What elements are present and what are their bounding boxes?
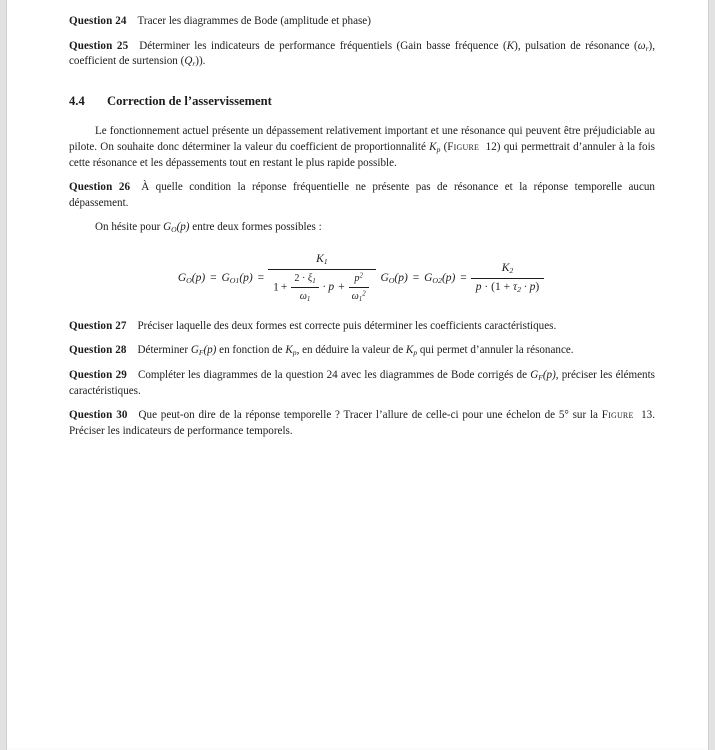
eq2-lhs-arg: (p) — [394, 271, 408, 284]
question-25-text-c: ), coefficient de surtension ( — [69, 39, 655, 68]
intro-paragraph — [69, 124, 655, 171]
symbol-GF-1-subscript: F — [198, 348, 204, 358]
eq2-lhs-sub: O — [388, 275, 395, 285]
eq2-den-p: p — [475, 280, 482, 293]
question-29-text-b: , préciser les éléments caractéristiques. — [69, 368, 655, 397]
question-24-label: Question 24 — [69, 15, 127, 27]
hesite-text-a: On hésite pour — [95, 221, 164, 234]
equation-GO2 — [380, 261, 546, 295]
question-24-text: Tracer les diagrammes de Bode (amplitude et phase) — [137, 15, 371, 27]
eq1-mid-arg: (p) — [239, 271, 253, 284]
section-number: 4.4 — [69, 93, 85, 108]
question-26-text: À quelle condition la réponse fréquentielle ne présente pas de résonance et la réponse temporelle aucun dépassement. — [69, 181, 655, 209]
eq1-num-sub: 1 — [323, 257, 328, 267]
intro-paren-open: ( — [440, 140, 448, 153]
question-26 — [69, 180, 655, 211]
figure-number-12: 12 — [485, 140, 497, 153]
symbol-omega: ω — [637, 39, 646, 52]
symbol-Kp-1-subscript: p — [292, 348, 297, 358]
question-28-text-c: , en déduire la valeur de — [296, 344, 406, 357]
page-edge-right — [708, 0, 709, 750]
eq1-psq-num — [349, 271, 369, 289]
eq1-den-one: 1 — [273, 281, 279, 294]
symbol-K: K — [506, 39, 515, 52]
eq1-damping-dot: · — [301, 272, 306, 284]
question-27-text: Préciser laquelle des deux formes est correcte puis déterminer les coefficients caractéristiques. — [137, 319, 557, 332]
figure-reference-13: Figure — [601, 409, 634, 422]
symbol-Kp-2: K — [405, 344, 414, 357]
section-title: Correction de l’asservissement — [107, 93, 272, 108]
hesite-text-b: entre deux formes possibles : — [189, 221, 322, 234]
section-heading — [69, 94, 655, 110]
symbol-GO-arg: (p) — [176, 221, 190, 234]
eq1-psq-den — [349, 288, 369, 305]
eq1-mid-G: G — [221, 271, 230, 284]
question-28-text-a: Déterminer — [137, 344, 191, 357]
question-30-label: Question 30 — [69, 409, 128, 422]
eq1-lhs-G: G — [177, 271, 187, 284]
document-page — [7, 0, 708, 750]
symbol-Q: Q — [184, 55, 193, 68]
eq1-psq-omega-exp: 2 — [362, 290, 366, 298]
eq2-den-paren-open: (1 + — [491, 280, 511, 293]
symbol-Q-subscript: r — [192, 59, 196, 69]
symbol-Kp: K — [429, 140, 437, 153]
figure-reference-12: Figure — [447, 140, 480, 153]
question-28-text-b: en fonction de — [216, 344, 286, 357]
eq1-damping-omega-sub: 1 — [306, 296, 311, 304]
question-28-label: Question 28 — [69, 344, 127, 357]
question-29-text-a: Compléter les diagrammes de la question 24 avec les diagrammes de Bode corrigés de — [137, 368, 531, 381]
page-gutter-right — [709, 0, 715, 750]
question-29-label: Question 29 — [69, 368, 127, 381]
intro-text-b: ) qui permettrait d’annuler à la fois cette résonance et les dépassements tout en restant le plus rapide possible. — [69, 140, 655, 169]
eq1-den-dot-p: · p — [322, 281, 335, 294]
eq2-num-sub: 2 — [509, 266, 514, 276]
symbol-GO-subscript: O — [171, 225, 177, 235]
question-30-text-a: Que peut-on dire de la réponse temporelle ? Tracer l’allure de celle-ci pour une échelon de 5° sur la — [138, 409, 602, 422]
symbol-GF-2-arg: (p) — [542, 368, 556, 381]
eq2-mid-sub: O2 — [432, 275, 442, 285]
eq1-damping-den — [291, 288, 318, 305]
eq2-lhs-G: G — [380, 271, 389, 284]
eq1-damping-num — [291, 271, 318, 289]
equation-GO1 — [178, 252, 378, 305]
eq1-lhs-sub: O — [186, 275, 192, 285]
symbol-GF-1-arg: (p) — [203, 344, 217, 357]
eq2-den-paren-close: ) — [535, 280, 540, 293]
eq1-numerator — [268, 252, 376, 270]
eq2-numerator — [471, 261, 544, 279]
question-30-text-b: . Préciser les indicateurs de performance temporels. — [69, 409, 655, 437]
symbol-Kp-2-subscript: p — [413, 348, 418, 358]
eq1-psquared-fraction — [349, 271, 369, 305]
question-25-text-a: Déterminer les indicateurs de performance fréquentiels (Gain basse fréquence ( — [139, 39, 507, 52]
question-25-text-b: ), pulsation de résonance ( — [514, 39, 638, 52]
eq2-equals-1: = — [412, 271, 420, 284]
symbol-GF-1: G — [190, 344, 199, 357]
eq1-num-K: K — [316, 252, 324, 265]
eq2-main-fraction — [471, 261, 544, 295]
symbol-Kp-1: K — [285, 344, 293, 357]
eq2-den-dot: · — [484, 280, 489, 293]
eq1-equals-2: = — [257, 271, 265, 284]
question-24 — [69, 14, 655, 30]
eq1-den-plus-2: + — [338, 281, 345, 294]
equation-block — [69, 252, 655, 305]
eq1-psq-omega-sub: 1 — [358, 296, 363, 304]
eq1-damping-omega: ω — [299, 291, 307, 303]
question-29 — [69, 368, 655, 399]
eq1-mid-sub: O1 — [229, 275, 240, 285]
eq1-psq-p-exp: 2 — [359, 272, 363, 280]
eq2-den-tau: τ — [512, 280, 518, 293]
eq1-damping-two: 2 — [294, 272, 300, 284]
eq1-equals-1: = — [210, 271, 217, 284]
eq1-main-fraction — [268, 252, 376, 305]
eq1-psq-p: p — [354, 272, 360, 284]
eq2-equals-2: = — [460, 271, 467, 284]
question-28 — [69, 343, 655, 359]
eq2-mid-G: G — [424, 271, 433, 284]
eq1-lhs-arg: (p) — [191, 271, 206, 284]
eq1-damping-xi-sub: 1 — [312, 277, 316, 285]
eq1-psq-omega: ω — [351, 291, 359, 303]
eq2-den-dot-p: · p — [523, 280, 536, 293]
eq2-denominator — [471, 279, 544, 296]
eq2-mid-arg: (p) — [441, 271, 456, 284]
question-25-label: Question 25 — [69, 39, 129, 52]
eq2-den-tau-sub: 2 — [517, 285, 521, 295]
symbol-omega-subscript: r — [645, 43, 649, 53]
question-28-text-d: qui permet d’annuler la résonance. — [417, 344, 574, 357]
intro-text-a: Le fonctionnement actuel présente un dépassement relativement important et une résonance qui peuvent être préjudiciable au pilote. On souhaite donc déterminer la valeur du coefficient de proportionnalité — [69, 125, 655, 153]
symbol-GO: G — [163, 221, 172, 234]
symbol-GF-2: G — [530, 368, 539, 381]
hesite-paragraph — [69, 220, 655, 236]
figure-number-13: 13 — [641, 409, 653, 422]
page-content — [69, 14, 655, 448]
question-26-label: Question 26 — [69, 181, 131, 194]
eq1-damping-fraction — [291, 271, 318, 305]
eq2-num-K: K — [501, 262, 510, 275]
eq1-denominator — [268, 270, 376, 305]
question-30 — [69, 408, 655, 439]
eq1-damping-xi: ξ — [307, 272, 313, 284]
question-27 — [69, 319, 655, 335]
question-27-label: Question 27 — [69, 319, 127, 332]
eq1-den-plus-1: + — [280, 281, 288, 294]
question-25-text-d: )). — [195, 55, 206, 68]
symbol-Kp-subscript: p — [436, 145, 441, 155]
symbol-GF-2-subscript: F — [538, 373, 543, 383]
question-25 — [69, 39, 655, 70]
